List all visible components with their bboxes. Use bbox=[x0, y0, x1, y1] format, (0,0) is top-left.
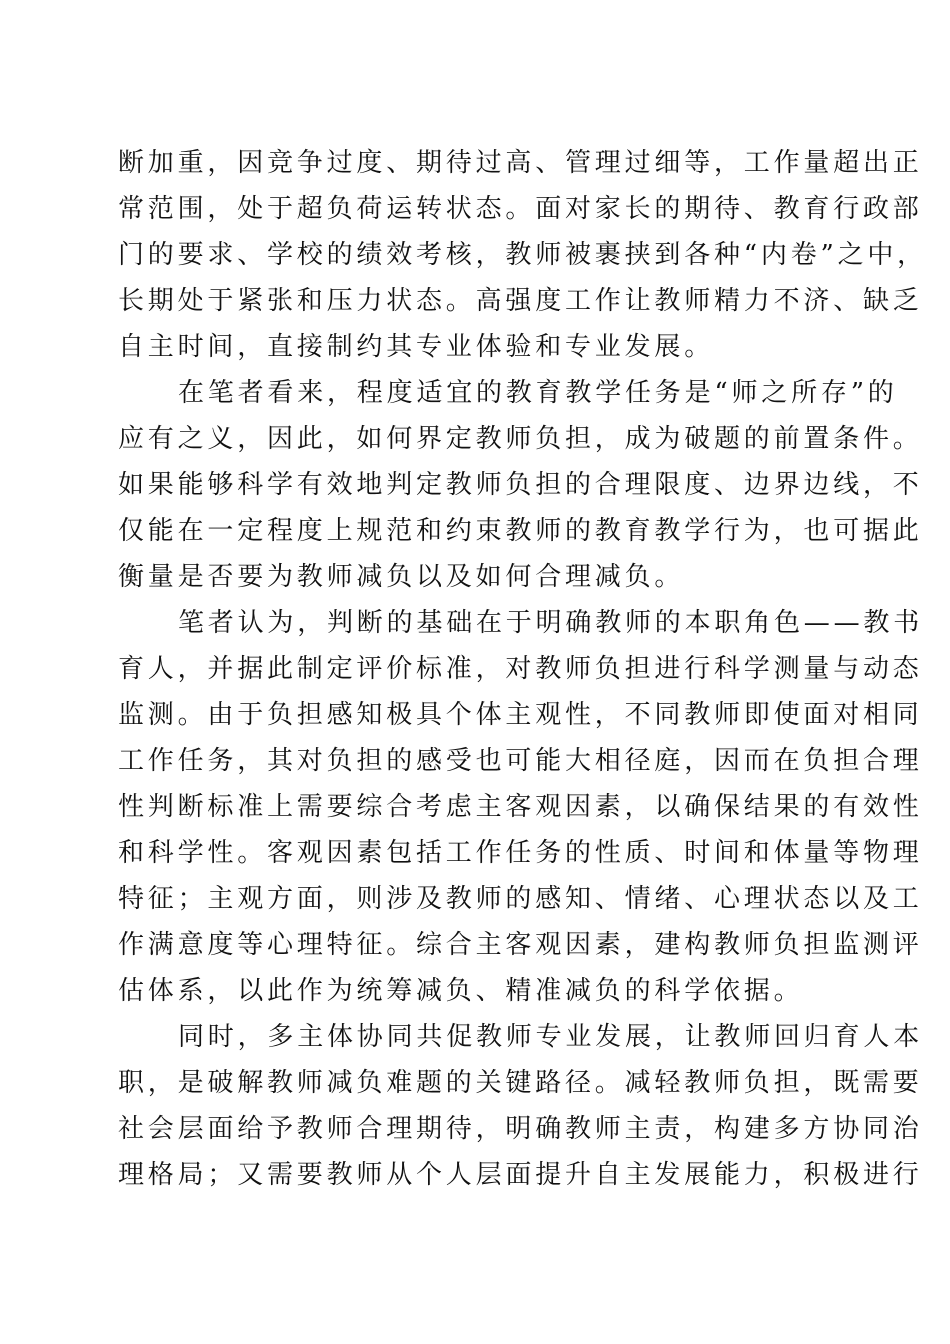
text-line: 应有之义，因此，如何界定教师负担，成为破题的前置条件。 bbox=[118, 424, 923, 454]
text-line: 门的要求、学校的绩效考核，教师被裹挟到各种“内卷”之中， bbox=[118, 240, 927, 270]
text-line: 工作任务，其对负担的感受也可能大相径庭，因而在负担合理 bbox=[118, 746, 923, 776]
text-line: 职，是破解教师减负难题的关键路径。减轻教师负担，既需要 bbox=[118, 1068, 923, 1098]
text-line: 自主时间，直接制约其专业体验和专业发展。 bbox=[118, 332, 715, 362]
text-line: 仅能在一定程度上规范和约束教师的教育教学行为，也可据此 bbox=[118, 516, 923, 546]
text-line: 衡量是否要为教师减负以及如何合理减负。 bbox=[118, 562, 685, 592]
text-line: 理格局；又需要教师从个人层面提升自主发展能力，积极进行 bbox=[118, 1160, 923, 1190]
text-line: 社会层面给予教师合理期待，明确教师主责，构建多方协同治 bbox=[118, 1114, 923, 1144]
paragraph-1 bbox=[118, 140, 927, 370]
article-body bbox=[118, 140, 927, 1198]
text-line: 笔者认为，判断的基础在于明确教师的本职角色——教书 bbox=[178, 608, 924, 638]
text-line: 育人，并据此制定评价标准，对教师负担进行科学测量与动态 bbox=[118, 654, 923, 684]
text-line: 性判断标准上需要综合考虑主客观因素，以确保结果的有效性 bbox=[118, 792, 923, 822]
text-line: 监测。由于负担感知极具个体主观性，不同教师即使面对相同 bbox=[118, 700, 923, 730]
paragraph-4 bbox=[118, 1014, 924, 1198]
text-line: 长期处于紧张和压力状态。高强度工作让教师精力不济、缺乏 bbox=[118, 286, 923, 316]
text-line: 如果能够科学有效地判定教师负担的合理限度、边界边线，不 bbox=[118, 470, 923, 500]
text-line: 作满意度等心理特征。综合主客观因素，建构教师负担监测评 bbox=[118, 930, 923, 960]
text-line: 估体系，以此作为统筹减负、精准减负的科学依据。 bbox=[118, 976, 804, 1006]
text-line: 同时，多主体协同共促教师专业发展，让教师回归育人本 bbox=[178, 1022, 924, 1052]
text-line: 和科学性。客观因素包括工作任务的性质、时间和体量等物理 bbox=[118, 838, 923, 868]
paragraph-3 bbox=[118, 600, 924, 1014]
text-line: 断加重，因竞争过度、期待过高、管理过细等，工作量超出正 bbox=[118, 148, 923, 178]
text-line: 在笔者看来，程度适宜的教育教学任务是“师之所存”的 bbox=[178, 378, 898, 408]
text-line: 常范围，处于超负荷运转状态。面对家长的期待、教育行政部 bbox=[118, 194, 923, 224]
paragraph-2 bbox=[118, 370, 923, 600]
text-line: 特征；主观方面，则涉及教师的感知、情绪、心理状态以及工 bbox=[118, 884, 923, 914]
